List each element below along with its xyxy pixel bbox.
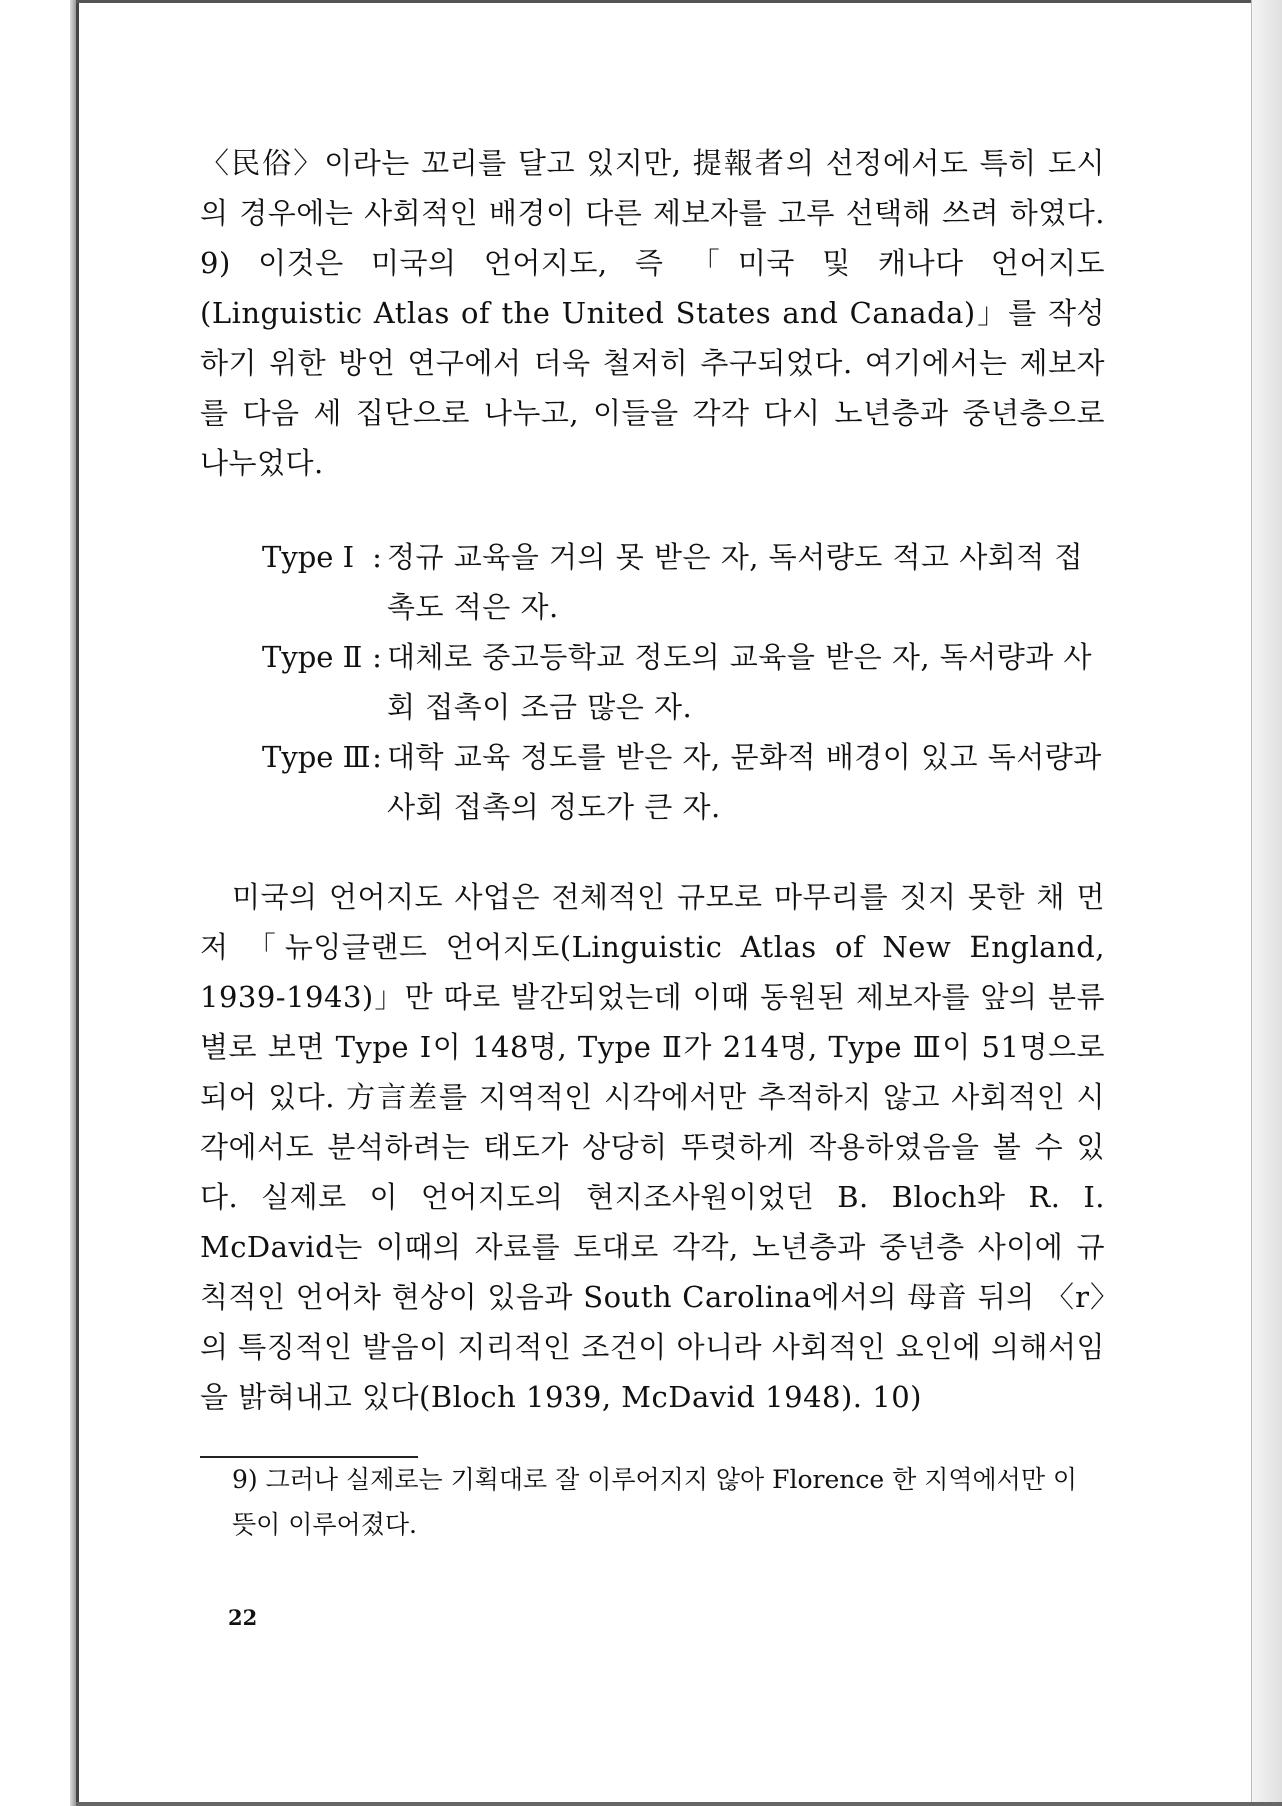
type-item	[262, 732, 1105, 832]
type-item	[262, 632, 1105, 732]
page-number: 22	[228, 1605, 258, 1630]
type-label: Type Ⅲ	[262, 740, 371, 774]
type-colon: :	[372, 740, 382, 774]
page-right-edge	[1251, 0, 1282, 1806]
page-bottom-edge	[76, 1802, 1282, 1806]
informant-type-list	[262, 532, 1105, 832]
type-label: Type Ⅰ	[262, 540, 355, 574]
page-top-edge	[76, 0, 1282, 3]
paragraph-1: 〈民俗〉이라는 꼬리를 달고 있지만, 提報者의 선정에서도 특히 도시의 경우에는 사회적인 배경이 다른 제보자를 고루 선택해 쓰려 하였다. 9) 이것은 미국의 언어지도, 즉 「미국 및 캐나다 언어지도(Linguistic Atlas of the United States and Canada)」를 작성하기 위한 방언 연구에서 더욱 철저히 추구되었다. 여기에서는 제보자를 다음 세 집단으로 나누고, 이들을 각각 다시 노년층과 중년층으로 나누었다.	[200, 146, 1105, 480]
footnote	[232, 1457, 1105, 1547]
footnote-number: 9)	[232, 1465, 258, 1494]
page-body	[200, 138, 1105, 1422]
type-description: 대학 교육 정도를 받은 자, 문화적 배경이 있고 독서량과 사회 접촉의 정도가 큰 자.	[387, 740, 1102, 824]
type-colon: :	[372, 640, 382, 674]
page-left-edge	[76, 0, 79, 1806]
paragraph-2: 미국의 언어지도 사업은 전체적인 규모로 마무리를 짓지 못한 채 먼저 「뉴잉글랜드 언어지도(Linguistic Atlas of New England, 1939-1943)」만 따로 발간되었는데 이때 동원된 제보자를 앞의 분류별로 보면 Type Ⅰ이 148명, Type Ⅱ가 214명, Type Ⅲ이 51명으로 되어 있다. 方言差를 지역적인 시각에서만 추적하지 않고 사회적인 시각에서도 분석하려는 태도가 상당히 뚜렷하게 작용하였음을 볼 수 있다. 실제로 이 언어지도의 현지조사원이었던 B. Bloch와 R. I. McDavid는 이때의 자료를 토대로 각각, 노년층과 중년층 사이에 규칙적인 언어차 현상이 있음과 South Carolina에서의 母音 뒤의 〈r〉의 특징적인 발음이 지리적인 조건이 아니라 사회적인 요인에 의해서임을 밝혀내고 있다(Bloch 1939, McDavid 1948). 10)	[200, 880, 1105, 1414]
type-colon: :	[372, 540, 382, 574]
type-description: 정규 교육을 거의 못 받은 자, 독서량도 적고 사회적 접촉도 적은 자.	[387, 540, 1083, 624]
type-item	[262, 532, 1105, 632]
type-label: Type Ⅱ	[262, 640, 363, 674]
type-description: 대체로 중고등학교 정도의 교육을 받은 자, 독서량과 사회 접촉이 조금 많은 자.	[387, 640, 1093, 724]
footnote-text: 그러나 실제로는 기획대로 잘 이루어지지 않아 Florence 한 지역에서만 이 뜻이 이루어졌다.	[232, 1465, 1078, 1539]
